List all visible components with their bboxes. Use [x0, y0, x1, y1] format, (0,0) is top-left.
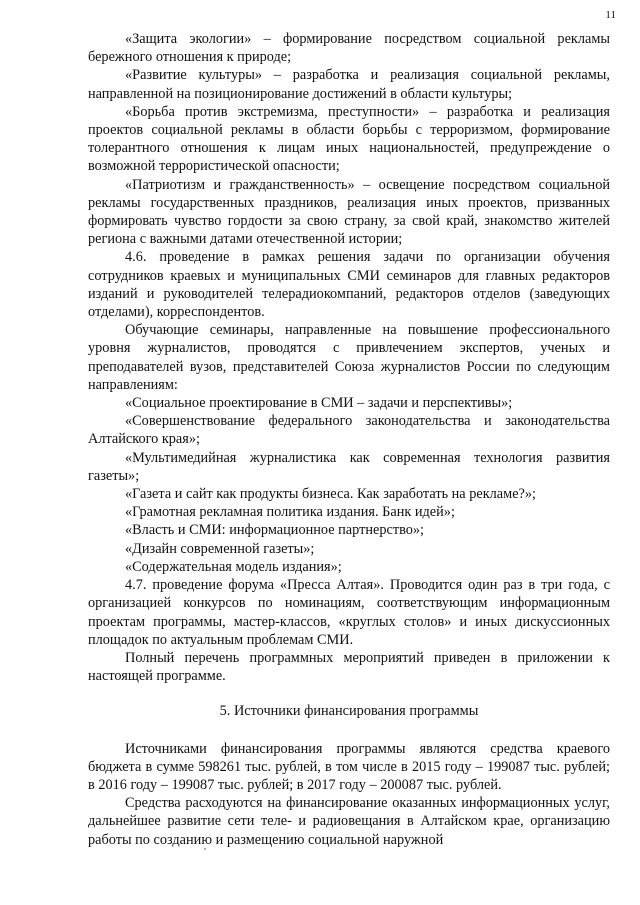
paragraph: Источниками финансирования программы являются средства краевого бюджета в сумме 598261 тыс. рублей, в том числе в 2015 году – 199087 тыс. рублей; в 2016 году – 199087 тыс. рублей; в 2017 году – 200087 тыс. рублей.: [88, 740, 610, 793]
list-item: «Содержательная модель издания»;: [125, 558, 342, 575]
spacer: [88, 685, 610, 702]
list-item: «Социальное проектирование в СМИ – задачи и перспективы»;: [125, 395, 513, 412]
list-item: «Совершенствование федерального законодательства и законодательства Алтайского края»;: [88, 413, 610, 448]
paragraph: Средства расходуются на финансирование оказанных информационных услуг, дальнейшее развитие сети теле- и радиовещания в Алтайском крае, организацию работы по созданию и размещению социальной наружной: [88, 795, 610, 848]
list-item: «Власть и СМИ: информационное партнерство»;: [125, 522, 424, 539]
paragraph: «Патриотизм и гражданственность» – освещение посредством социальной рекламы государственных праздников, реализация иных проектов, призванных формировать чувство гордости за свою страну, за свой край, знакомство жителей региона с важными датами отечественной истории;: [88, 176, 610, 248]
paragraph: «Развитие культуры» – разработка и реализация социальной рекламы, направленной на позиционирование достижений в области культуры;: [88, 67, 610, 102]
list-item: «Мультимедийная журналистика как современная технология развития газеты»;: [88, 449, 610, 484]
paragraph: Полный перечень программных мероприятий приведен в приложении к настоящей программе.: [88, 649, 610, 685]
paragraph: «Защита экологии» – формирование посредством социальной рекламы бережного отношения к природе;: [88, 31, 610, 66]
paragraph: «Борьба против экстремизма, преступности» – разработка и реализация проектов социальной рекламы в области борьбы с терроризмом, формирование толерантного отношения к лицам иных национальностей, предупреждение о возможной террористической опасности;: [88, 103, 610, 175]
paragraph: 4.7. проведение форума «Пресса Алтая». Проводится один раз в три года, с организацией конкурсов по номинациям, соответствующим информационным проектам программы, мастер-классов, «круглых столов» и иных дискуссионных площадок по актуальным проблемам СМИ.: [88, 577, 610, 648]
paragraph: 4.6. проведение в рамках решения задачи по организации обучения сотрудников краевых и муниципальных СМИ семинаров для главных редакторов изданий и руководителей телерадиокомпаний, редакторов отделов (заведующих отделами), корреспондентов.: [88, 249, 610, 321]
scan-speck: [204, 848, 206, 850]
list-item: «Грамотная рекламная политика издания. Банк идей»;: [125, 504, 455, 521]
list-item: «Дизайн современной газеты»;: [125, 540, 315, 557]
list-item: «Газета и сайт как продукты бизнеса. Как заработать на рекламе?»;: [125, 486, 537, 503]
spacer: [88, 721, 610, 740]
section-heading: 5. Источники финансирования программы: [219, 703, 479, 720]
document-body: [88, 30, 610, 849]
page-number: 11: [605, 9, 616, 21]
paragraph: Обучающие семинары, направленные на повышение профессионального уровня журналистов, проводятся с привлечением экспертов, ученых и преподавателей вузов, представителей Союза журналистов России по следующим направлениям:: [88, 322, 610, 393]
